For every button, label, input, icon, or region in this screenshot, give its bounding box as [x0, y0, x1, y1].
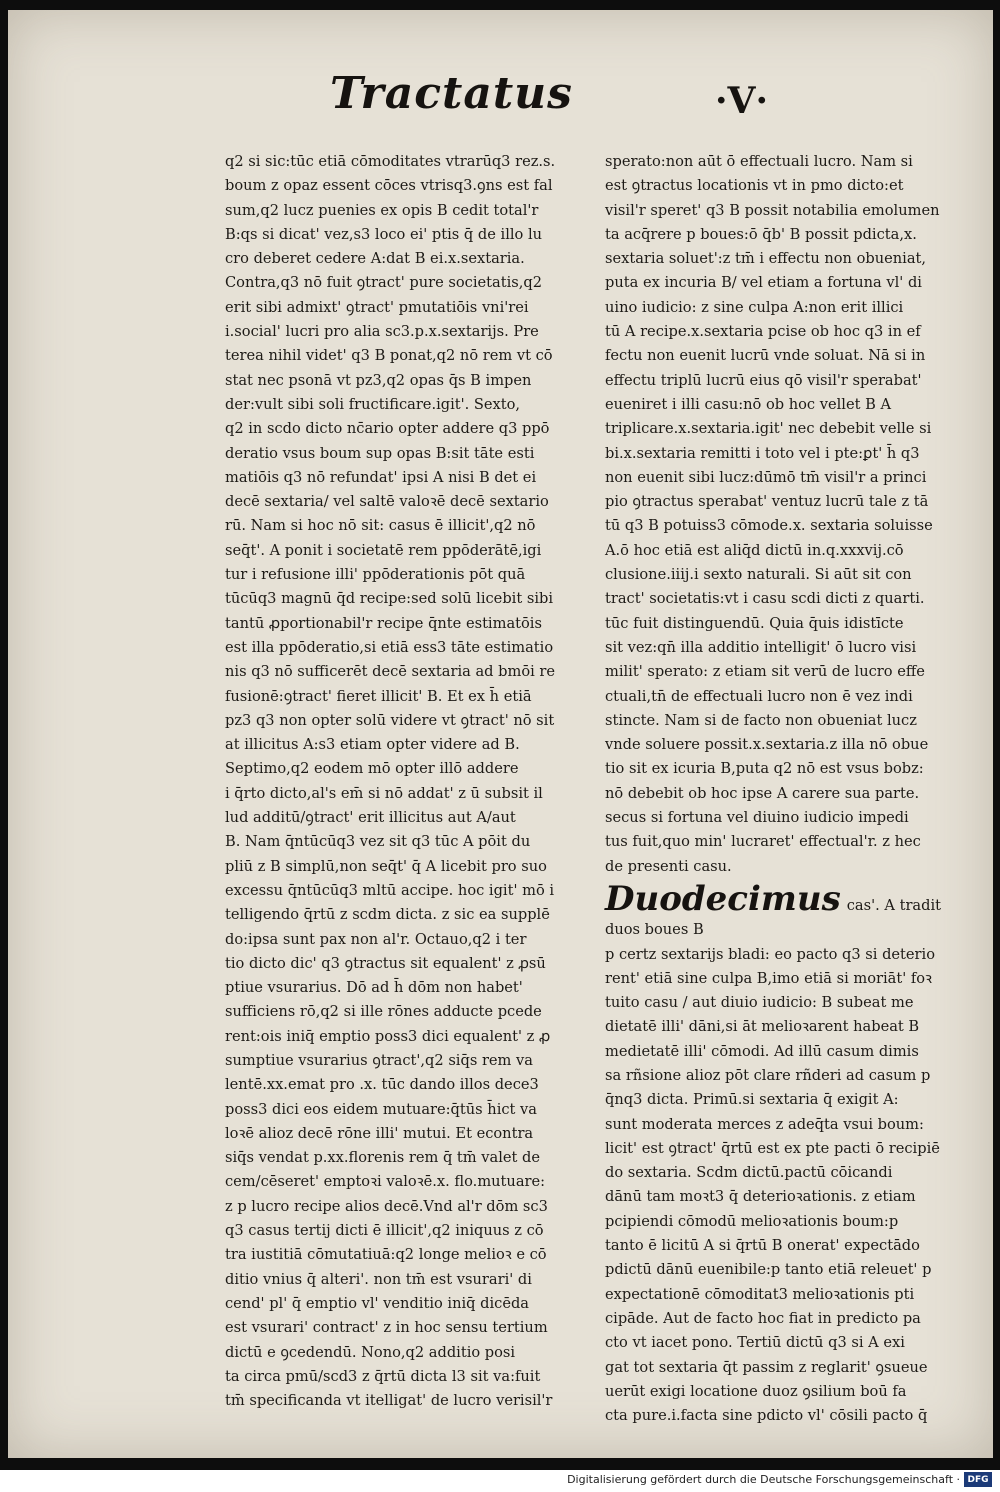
text-line: visil'r speret' q3 B possit notabilia emolumen [605, 201, 940, 219]
text-line: pdictū dānū euenibile:p tanto etiā releuet' p [605, 1261, 932, 1279]
text-line: dietatē illi' dāni,si āt melioꝛarent habeat B [605, 1018, 920, 1036]
section-heading-rest: cas'. A tradit [846, 896, 941, 914]
running-title: Tractatus [330, 68, 573, 119]
text-line: q̄nq3 dicta. Primū.si sextaria q̄ exigit A: [605, 1091, 899, 1109]
text-line: q2 in scdo dicto nc̄ario opter addere q3 ppō [225, 420, 550, 438]
text-line: seq̄t'. A ponit i societatē rem ppōderātē,igi [225, 541, 542, 559]
left-text-column [225, 150, 583, 1413]
text-line: vnde soluere possit.x.sextaria.z illa nō obue [605, 736, 929, 754]
text-line: uerūt exigi locatione duoz ꝯsilium boū fa [605, 1382, 907, 1400]
text-line: terea nihil videt' q3 B ponat,q2 nō rem vt cō [225, 347, 553, 365]
text-line: ta circa pmū/scd3 z q̄rtū dicta l3 sit va:fuit [225, 1367, 541, 1385]
right-column-text-before [605, 150, 959, 879]
text-line: rent:ois iniq̄ emptio poss3 dici equalent' z ꝓ [225, 1027, 551, 1045]
text-line: stincte. Nam si de facto non obueniat lucz [605, 711, 917, 729]
text-line: do:ipsa sunt pax non al'r. Octauo,q2 i ter [225, 930, 527, 948]
text-line: pliū z B simplū,non seq̄t' q̄ A licebit pro suo [225, 857, 547, 875]
text-line: rū. Nam si hoc nō sit: casus ē illicit',q2 nō [225, 517, 536, 535]
text-line: clusione.iiij.i sexto naturali. Si aūt sit con [605, 566, 912, 584]
text-line: bi.x.sextaria remitti i toto vel i pte:ꝑt' h̄ q3 [605, 444, 920, 462]
text-line: pio ꝯtractus sperabat' ventuz lucrū tale z tā [605, 493, 929, 511]
text-line: rent' etiā sine culpa B,imo etiā si moriāt' foꝛ [605, 969, 932, 987]
text-line: poss3 dici eos eidem mutuare:q̄tūs h̄ict va [225, 1100, 537, 1118]
text-line: tūcūq3 magnū q̄d recipe:sed solū licebit sibi [225, 590, 554, 608]
text-line: boum z opaz essent cōces vtrisq3.ꝯns est fal [225, 177, 553, 195]
text-line: cta pure.i.facta sine pdicto vl' cōsili pacto q̄ [605, 1407, 928, 1425]
text-line: deratio vsus boum sup opas B:sit tāte esti [225, 444, 535, 462]
text-line: est ꝯtractus locationis vt in pmo dicto:et [605, 177, 904, 195]
folio-number: ·V· [715, 80, 768, 122]
text-line: tanto ē licitū A si q̄rtū B onerat' expectādo [605, 1237, 920, 1255]
text-line: i q̄rto dicto,al's em̄ si nō addat' z ū subsit il [225, 784, 543, 802]
text-line: siq̄s vendat p.xx.florenis rem q̄ tm̄ valet de [225, 1149, 541, 1167]
text-line: loꝛē alioz decē rōne illi' mutui. Et econtra [225, 1124, 534, 1142]
text-line: tra iustitiā cōmutatiuā:q2 longe melioꝛ e cō [225, 1246, 547, 1264]
text-line: cro deberet cedere A:dat B ei.x.sextaria. [225, 250, 525, 268]
text-line: B. Nam q̄ntūcūq3 vez sit q3 tūc A pōit du [225, 833, 531, 851]
text-line: excessu q̄ntūcūq3 mltū accipe. hoc igit' mō i [225, 881, 555, 899]
right-column-text-after [605, 918, 959, 1428]
text-line: decē sextaria/ vel saltē valoꝛē decē sextario [225, 493, 549, 511]
text-line: p certz sextarijs bladi: eo pacto q3 si deterio [605, 945, 935, 963]
text-line: tū A recipe.x.sextaria pcise ob hoc q3 in ef [605, 323, 921, 341]
text-line: sperato:non aūt ō effectuali lucro. Nam si [605, 153, 913, 170]
text-line: cto vt iacet pono. Tertiū dictū q3 si A exi [605, 1334, 905, 1352]
text-line: est illa ppōderatio,si etiā ess3 tāte estimatio [225, 638, 554, 656]
text-line: pcipiendi cōmodū melioꝛationis boum:p [605, 1212, 899, 1230]
text-line: tur i refusione illi' ppōderationis pōt quā [225, 566, 526, 584]
text-line: Septimo,q2 eodem mō opter illō addere [225, 760, 519, 778]
text-line: Contra,q3 nō fuit ꝯtract' pure societatis,q2 [225, 274, 542, 292]
text-line: stat nec psonā vt pz3,q2 opas q̄s B impen [225, 371, 532, 389]
text-line: gat tot sextaria q̄t passim z reglarit' ꝯsueue [605, 1358, 928, 1376]
text-line: tus fuit,quo min' lucraret' effectual'r. z hec [605, 833, 921, 851]
text-line: i.social' lucri pro alia sc3.p.x.sextarijs. Pre [225, 323, 539, 341]
text-line: fusionē:ꝯtract' fieret illicit' B. Et ex h̄ etiā [225, 687, 532, 705]
text-line: der:vult sibi soli fructificare.igit'. Sexto, [225, 395, 521, 413]
text-line: secus si fortuna vel diuino iudicio impedi [605, 809, 909, 827]
text-line: eueniret i illi casu:nō ob hoc vellet B A [605, 395, 891, 413]
text-line: non euenit sibi lucz:dūmō tm̄ visil'r a princi [605, 468, 927, 486]
text-line: matiōis q3 nō refundat' ipsi A nisi B det ei [225, 468, 537, 486]
text-line: q3 casus tertij dicti ē illicit',q2 iniquus z cō [225, 1222, 544, 1240]
text-line: ctuali,tn̄ de effectuali lucro non ē vez indi [605, 687, 913, 705]
text-line: q2 si sic:tūc etiā cōmoditates vtrarūq3 rez.s. [225, 153, 556, 170]
text-line: medietatē illi' cōmodi. Ad illū casum dimis [605, 1042, 919, 1060]
text-line: do sextaria. Scdm dictū.pactū cōicandi [605, 1164, 893, 1182]
text-line: tio dicto dic' q3 ꝯtractus sit equalent' z ꝓsū [225, 954, 546, 972]
text-line: pz3 q3 non opter solū videre vt ꝯtract' nō sit [225, 711, 555, 729]
text-line: sa rñsione alioz pōt clare rñderi ad casum p [605, 1066, 931, 1084]
text-line: dānū tam moꝛt3 q̄ deterioꝛationis. z etiam [605, 1188, 916, 1206]
text-line: tuito casu / aut diuio iudicio: B subeat me [605, 994, 914, 1012]
text-line: sumptiue vsurarius ꝯtract',q2 siq̄s rem va [225, 1051, 533, 1069]
text-line: B:qs si dicat' vez,s3 loco ei' ptis q̄ de illo lu [225, 225, 543, 243]
text-line: ditio vnius q̄ alteri'. non tm̄ est vsurari' di [225, 1270, 532, 1288]
text-line: lud additū/ꝯtract' erit illicitus aut A/aut [225, 809, 516, 827]
dfg-logo: DFG [964, 1472, 992, 1487]
text-line: uino iudicio: z sine culpa A:non erit illici [605, 298, 904, 316]
text-line: licit' est ꝯtract' q̄rtū est ex pte pacti ō recipiē [605, 1139, 940, 1157]
section-heading-line [605, 878, 959, 919]
text-line: nis q3 nō sufficerēt decē sextaria ad bmōi re [225, 663, 556, 681]
text-line: sextaria soluet':z tm̄ i effectu non obueniat, [605, 250, 927, 268]
text-line: de presenti casu. [605, 857, 732, 875]
text-line: tio sit ex icuria B,puta q2 nō est vsus bobz: [605, 760, 924, 778]
right-text-column [605, 150, 959, 1428]
text-line: A.ō hoc etiā est aliq̄d dictū in.q.xxxvij.cō [605, 541, 904, 559]
text-line: puta ex incuria B/ vel etiam a fortuna vl' di [605, 274, 922, 292]
text-line: tū q3 B potuiss3 cōmode.x. sextaria soluisse [605, 517, 933, 535]
text-line: sit vez:qn̄ illa additio intelligit' ō lucro visi [605, 638, 917, 656]
text-line: tantū ꝓportionabil'r recipe q̄nte estimatōis [225, 614, 542, 632]
text-line: erit sibi admixt' ꝯtract' pmutatiōis vni'rei [225, 298, 529, 316]
digitization-credit: Digitalisierung gefördert durch die Deutsche Forschungsgemeinschaft · [567, 1473, 960, 1486]
text-line: lentē.xx.emat pro .x. tūc dando illos dece3 [225, 1076, 539, 1094]
text-line: expectationē cōmoditat3 melioꝛationis pti [605, 1285, 915, 1303]
section-heading-duodecimus: Duodecimus [605, 878, 841, 919]
text-line: effectu triplū lucrū eius qō visil'r sperabat' [605, 371, 922, 389]
text-line: ptiue vsurarius. Dō ad h̄ dōm non habet' [225, 979, 523, 997]
text-line: cem/cēseret' emptoꝛi valoꝛē.x. flo.mutuare: [225, 1173, 546, 1191]
text-line: cipāde. Aut de facto hoc fiat in predicto pa [605, 1309, 921, 1327]
text-line: nō debebit ob hoc ipse A carere sua parte. [605, 784, 920, 802]
text-line: est vsurari' contract' z in hoc sensu tertium [225, 1319, 548, 1337]
text-line: sum,q2 lucz puenies ex opis B cedit total'r [225, 201, 539, 219]
text-line: tract' societatis:vt i casu scdi dicti z quarti. [605, 590, 925, 608]
text-line: at illicitus A:s3 etiam opter videre ad B. [225, 736, 520, 754]
text-line: milit' sperato: z etiam sit verū de lucro effe [605, 663, 925, 681]
text-line: z p lucro recipe alios decē.Vnd al'r dōm sc3 [225, 1197, 548, 1215]
text-line: fectu non euenit lucrū vnde soluat. Nā si in [605, 347, 926, 365]
text-line: telligendo q̄rtū z scdm dicta. z sic ea supplē [225, 906, 550, 924]
text-line: sufficiens rō,q2 si ille rōnes adducte pcede [225, 1003, 542, 1021]
text-line: duos boues B [605, 921, 704, 939]
text-line: tm̄ specificanda vt itelligat' de lucro verisil'r [225, 1392, 553, 1410]
text-line: cend' pl' q̄ emptio vl' venditio iniq̄ dicēda [225, 1294, 530, 1312]
text-line: triplicare.x.sextaria.igit' nec debebit velle si [605, 420, 932, 438]
text-line: sunt moderata merces z adeq̄ta vsui boum: [605, 1115, 924, 1133]
text-line: dictū e ꝯcedendū. Nono,q2 additio posi [225, 1343, 516, 1361]
text-line: ta acq̄rere p boues:ō q̄b' B possit pdicta,x. [605, 225, 917, 243]
text-line: tūc fuit distinguendū. Quia q̄uis idistīcte [605, 614, 904, 632]
